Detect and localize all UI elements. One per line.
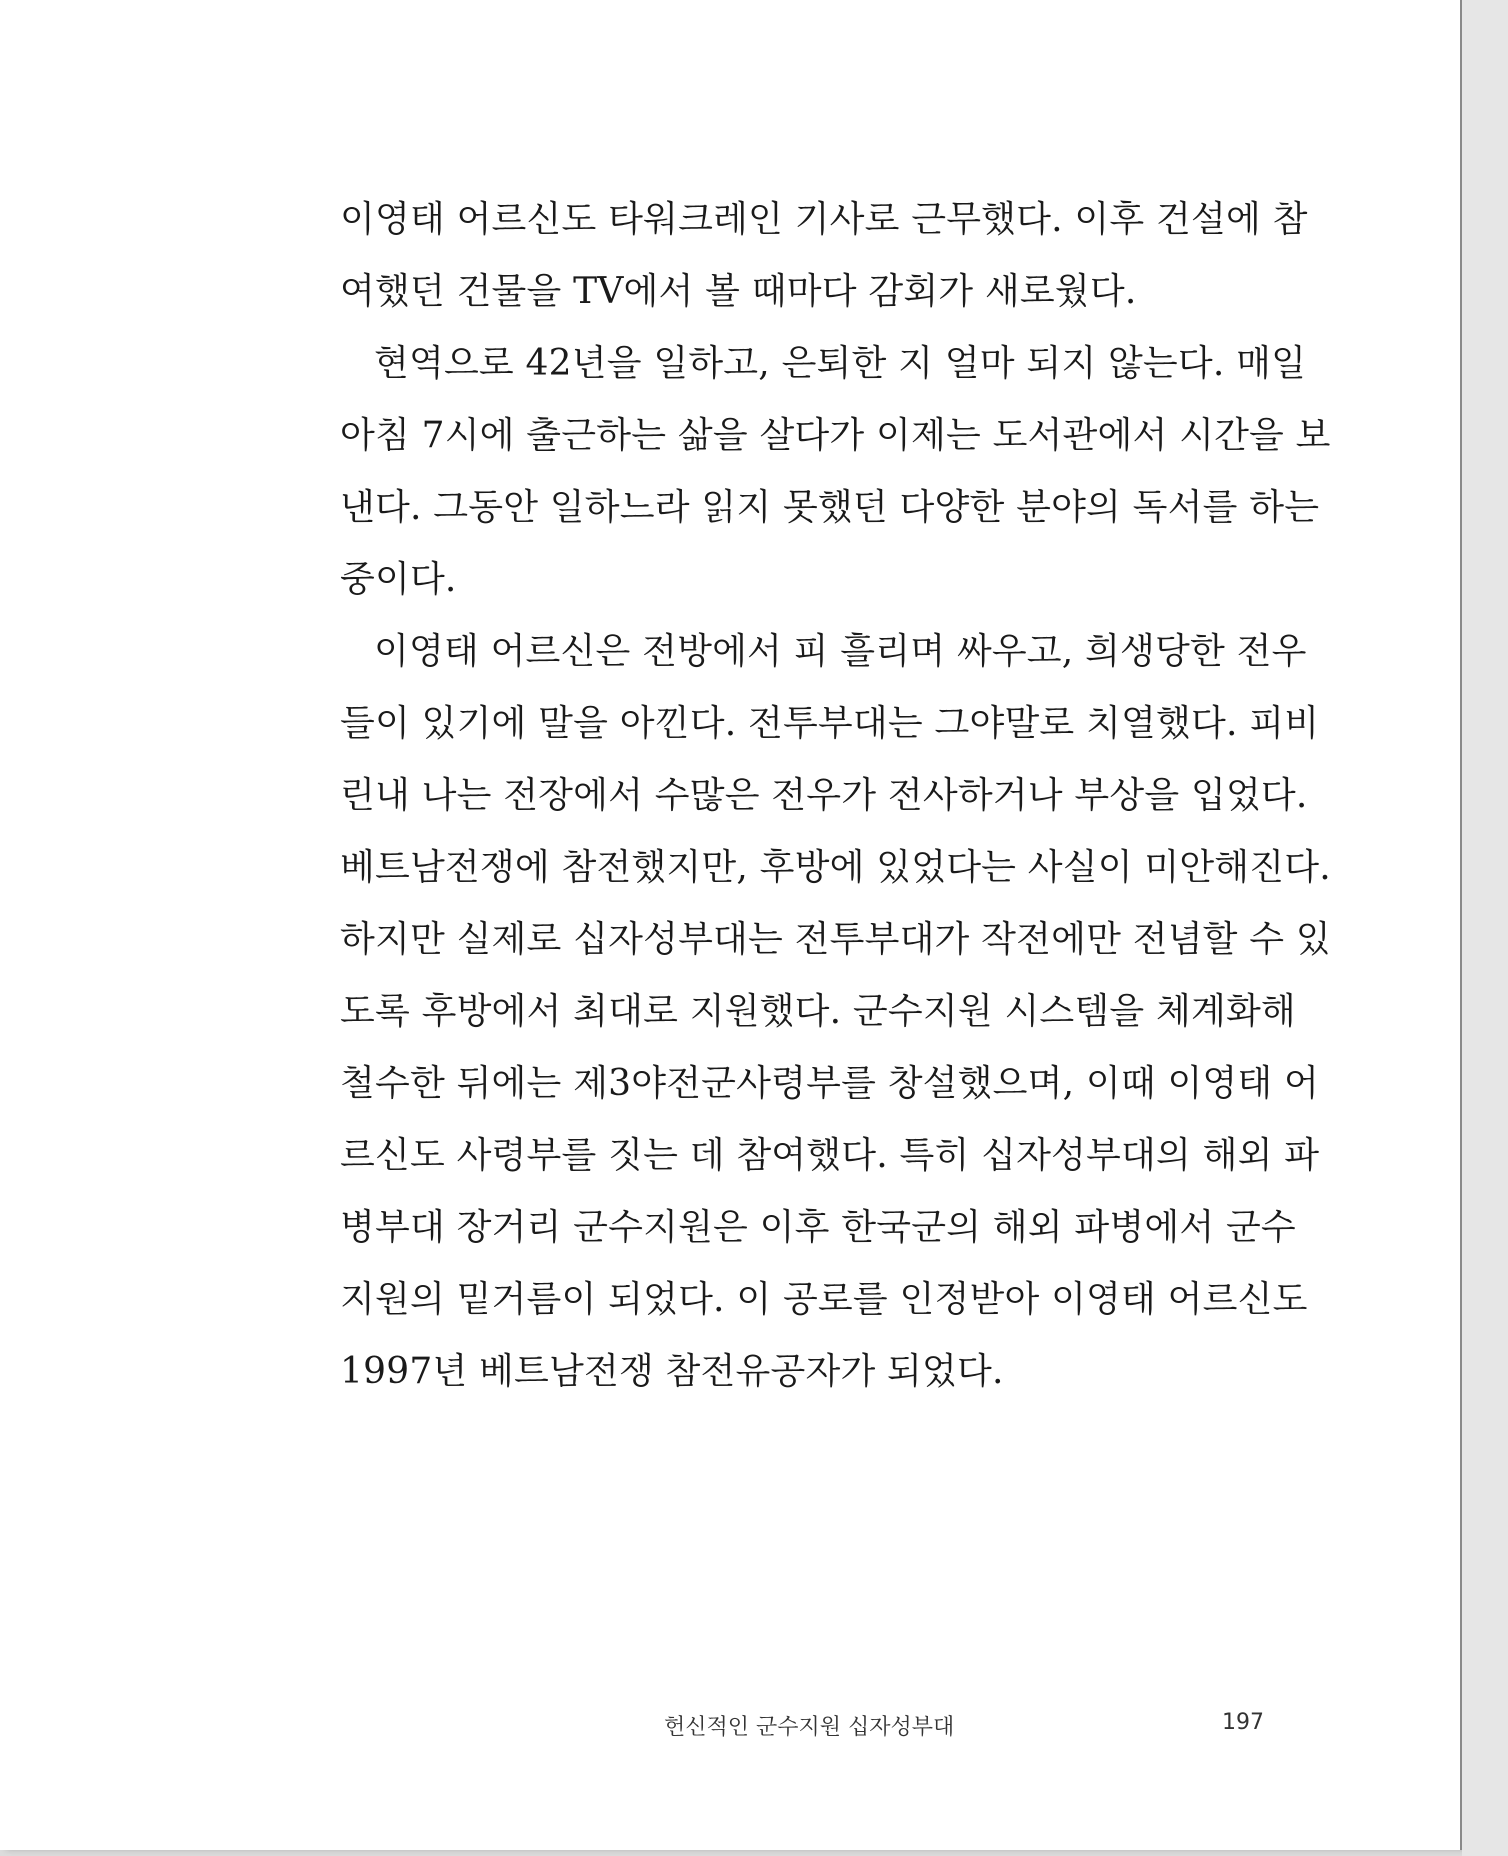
text-line: 아침 7시에 출근하는 삶을 살다가 이제는 도서관에서 시간을 보 [340,415,1331,456]
text-line: 1997년 베트남전쟁 참전유공자가 되었다. [340,1351,1004,1392]
text-line: 중이다. [340,559,457,600]
page-number: 197 [1222,1710,1264,1735]
body-text [340,184,1331,1408]
text-line: 르신도 사령부를 짓는 데 참여했다. 특히 십자성부대의 해외 파 [340,1135,1320,1176]
text-line: 린내 나는 전장에서 수많은 전우가 전사하거나 부상을 입었다. [340,775,1308,816]
text-line: 철수한 뒤에는 제3야전군사령부를 창설했으며, 이때 이영태 어 [340,1063,1320,1104]
text-line: 이영태 어르신도 타워크레인 기사로 근무했다. 이후 건설에 참 [340,199,1308,240]
text-line: 베트남전쟁에 참전했지만, 후방에 있었다는 사실이 미안해진다. [340,847,1331,888]
text-line: 지원의 밑거름이 되었다. 이 공로를 인정받아 이영태 어르신도 [340,1279,1308,1320]
viewer-margin [1462,0,1508,1856]
text-line: 여했던 건물을 TV에서 볼 때마다 감회가 새로웠다. [340,271,1137,312]
text-line: 이영태 어르신은 전방에서 피 흘리며 싸우고, 희생당한 전우 [374,631,1307,672]
text-line: 들이 있기에 말을 아낀다. 전투부대는 그야말로 치열했다. 피비 [340,703,1320,744]
text-line: 병부대 장거리 군수지원은 이후 한국군의 해외 파병에서 군수 [340,1207,1296,1248]
text-line: 낸다. 그동안 일하느라 읽지 못했던 다양한 분야의 독서를 하는 [340,487,1320,528]
text-line: 하지만 실제로 십자성부대는 전투부대가 작전에만 전념할 수 있 [340,919,1331,960]
text-line: 현역으로 42년을 일하고, 은퇴한 지 얼마 되지 않는다. 매일 [374,343,1307,384]
running-footer-title: 헌신적인 군수지원 십자성부대 [664,1715,955,1740]
text-line: 도록 후방에서 최대로 지원했다. 군수지원 시스템을 체계화해 [340,991,1296,1032]
